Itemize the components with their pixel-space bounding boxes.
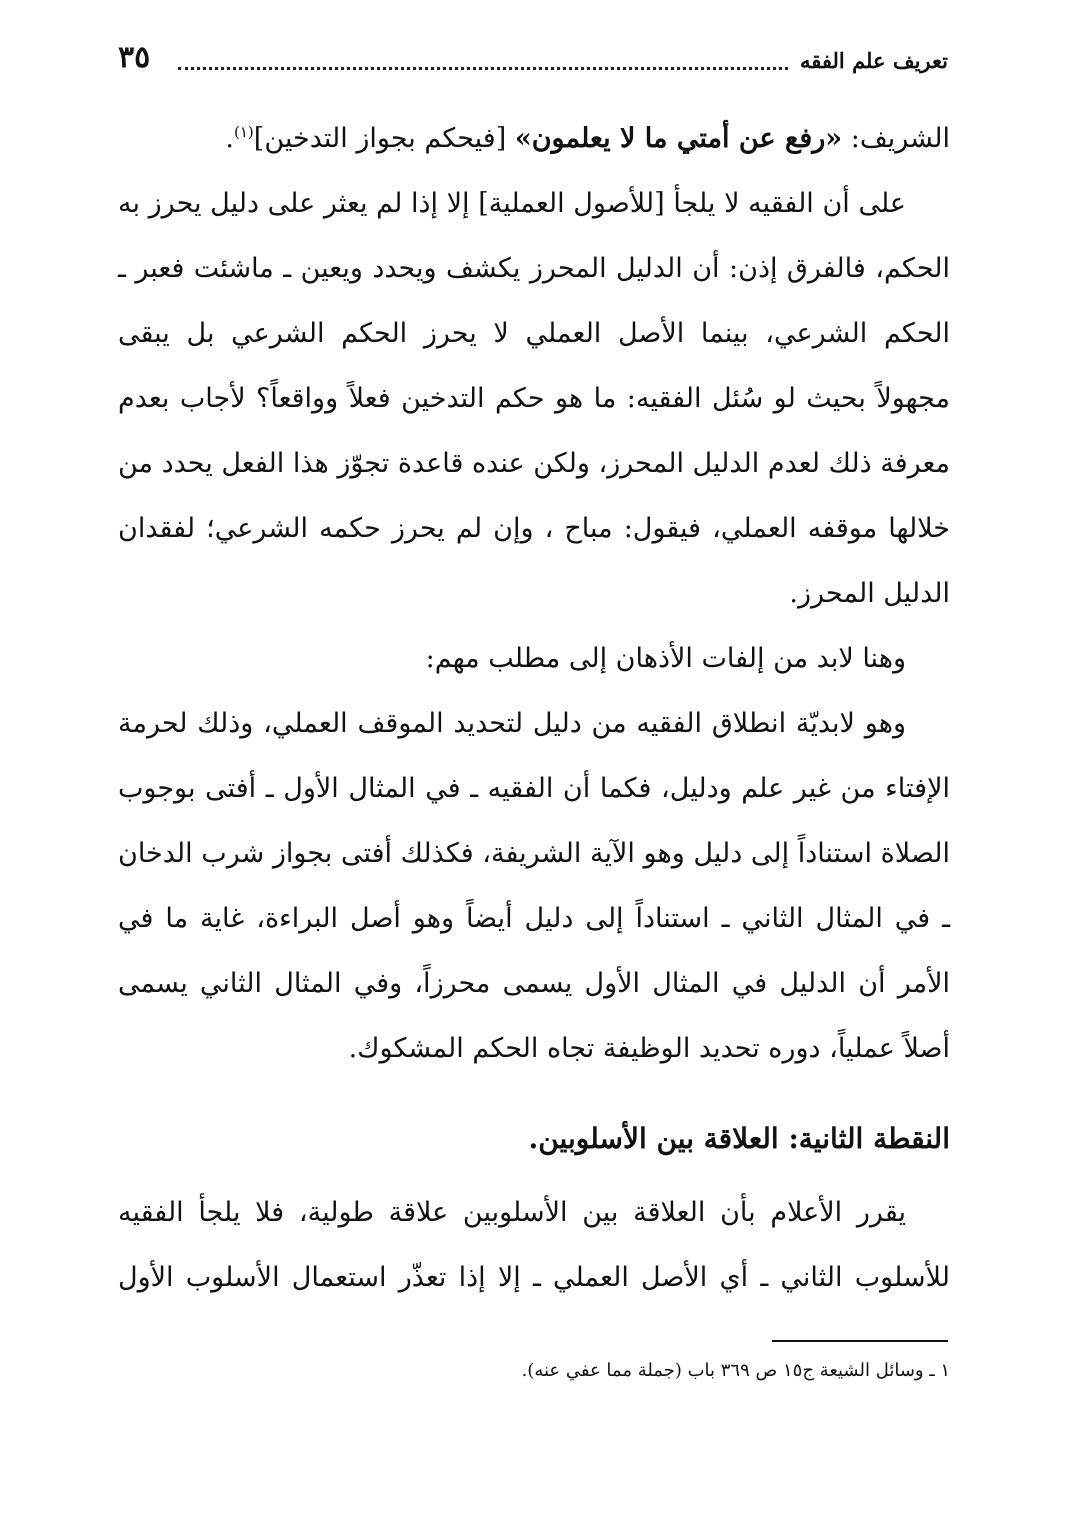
paragraph-3: وهنا لابد من إلفات الأذهان إلى مطلب مهم: bbox=[425, 643, 906, 674]
paragraph-1-end: . bbox=[225, 123, 234, 154]
section-text bbox=[118, 1180, 950, 1310]
hadith-quote: «رفع عن أمتي ما لا يعلمون» bbox=[514, 123, 843, 154]
running-header bbox=[118, 40, 948, 80]
page-number: ٣٥ bbox=[118, 40, 151, 75]
paragraph-4: وهو لابديّة انطلاق الفقيه من دليل لتحديد الموقف العملي، وذلك لحرمة الإفتاء من غير علم ودليل، فكما أن الفقيه ـ في المثال الأول ـ أفتى بوجوب الصلاة استناداً إلى دليل وهو الآية الشريفة، فكذلك أفتى بجواز شرب الدخان ـ في المثال الثاني ـ استناداً إلى دليل أيضاً وهو أصل البراءة، غاية ما في الأمر أن الدليل في المثال الأول يسمى محرزاً، وفي المثال الثاني يسمى أصلاً عملياً، دوره تحديد الوظيفة تجاه الحكم المشكوك. bbox=[118, 708, 950, 1064]
chapter-title: تعريف علم الفقه bbox=[800, 48, 948, 73]
paragraph-2: على أن الفقيه لا يلجأ [للأصول العملية] إلا إذا لم يعثر على دليل يحرز به الحكم، فالفرق إذن: أن الدليل المحرز يكشف ويحدد ويعين ـ ماشئت فعبر ـ الحكم الشرعي، بينما الأصل العملي لا يحرز الحكم الشرعي بل يبقى مجهولاً بحيث لو سُئل الفقيه: ما هو حكم التدخين فعلاً وواقعاً؟ لأجاب بعدم معرفة ذلك لعدم الدليل المحرز، ولكن عنده قاعدة تجوّز هذا الفعل يحدد من خلالها موقفه العملي، فيقول: مباح ، وإن لم يحرز حكمه الشرعي؛ لفقدان الدليل المحرز. bbox=[118, 188, 950, 609]
paragraph-5: يقرر الأعلام بأن العلاقة بين الأسلوبين علاقة طولية، فلا يلجأ الفقيه للأسلوب الثاني ـ أي الأصل العملي ـ إلا إذا تعذّر استعمال الأسلوب الأول bbox=[118, 1197, 950, 1293]
paragraph-1-suffix: [فيحكم بجواز التدخين] bbox=[253, 123, 515, 154]
section-heading: النقطة الثانية: العلاقة بين الأسلوبين. bbox=[528, 1122, 950, 1155]
footnote-reference[interactable]: (١) bbox=[234, 123, 254, 141]
paragraph-1-prefix: الشريف: bbox=[842, 123, 950, 154]
paragraph-1 bbox=[118, 106, 950, 171]
footnote-divider bbox=[772, 1340, 948, 1342]
header-leader-dots bbox=[178, 67, 788, 70]
main-text bbox=[118, 106, 950, 1081]
footnote: ١ ـ وسائل الشيعة ج١٥ ص ٣٦٩ باب (جملة مما عفي عنه). bbox=[521, 1360, 950, 1381]
